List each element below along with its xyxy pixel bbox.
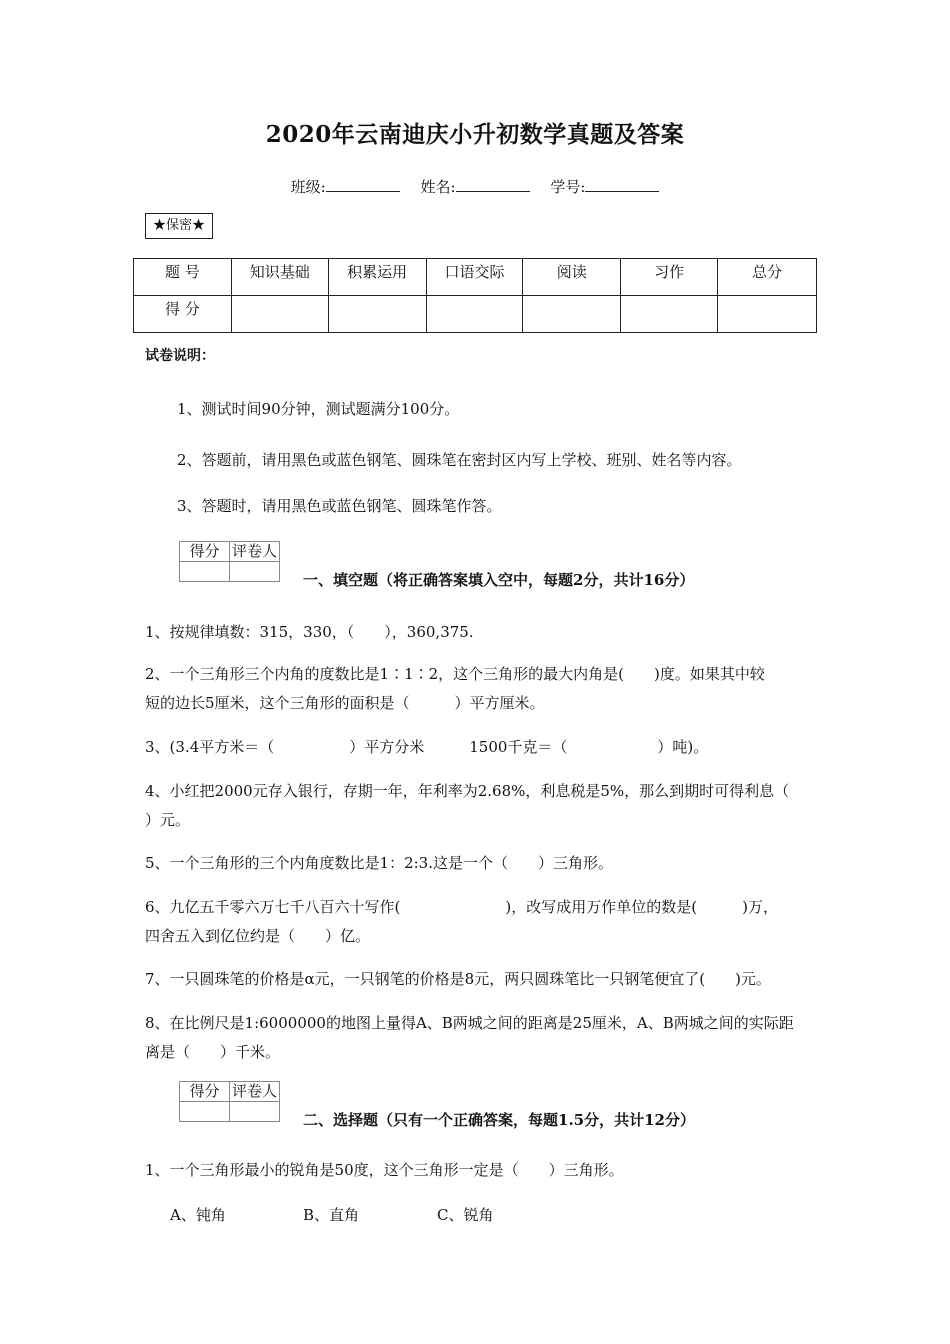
score-table-score-row: [134, 296, 817, 333]
score-cell[interactable]: [328, 296, 426, 333]
header-cell: 阅读: [523, 259, 621, 296]
question-line: 5、一个三角形的三个内角度数比是1：2:3.这是一个（ ）三角形。: [145, 854, 613, 872]
question-line: ）元。: [145, 811, 191, 829]
grader-name-cell[interactable]: [230, 562, 280, 582]
instructions-heading: 试卷说明：: [145, 348, 215, 364]
id-label: 学号:: [550, 178, 586, 196]
header-cell: 知识基础: [231, 259, 328, 296]
instruction-item: 3、答题时，请用黑色或蓝色钢笔、圆珠笔作答。: [177, 497, 502, 515]
section-title: 二、选择题（只有一个正确答案，每题1.5分，共计12分）: [303, 1111, 695, 1129]
grader-score-cell[interactable]: [180, 1102, 230, 1122]
question-line: 1、按规律填数：315，330，（ ），360,375.: [145, 623, 474, 641]
instruction-item: 2、答题前，请用黑色或蓝色钢笔、圆珠笔在密封区内写上学校、班别、姓名等内容。: [177, 451, 742, 469]
option-c[interactable]: C、锐角: [437, 1206, 494, 1224]
grader-name-label: 评卷人: [230, 1082, 280, 1102]
score-table: [133, 258, 817, 333]
header-cell: 总分: [718, 259, 817, 296]
grader-score-cell[interactable]: [180, 562, 230, 582]
question-line: 短的边长5厘米，这个三角形的面积是（ ）平方厘米。: [145, 694, 545, 712]
option-b[interactable]: B、直角: [303, 1206, 360, 1224]
grader-box: [179, 541, 280, 582]
section-title: 一、填空题（将正确答案填入空中，每题2分，共计16分）: [303, 571, 695, 589]
header-cell: 题 号: [134, 259, 232, 296]
question-line: 四舍五入到亿位约是（ ）亿。: [145, 927, 371, 945]
score-row-label: 得 分: [134, 296, 232, 333]
question-line: 6、九亿五千零六万七千八百六十写作( )，改写成用万作单位的数是( )万，: [145, 898, 778, 916]
class-field[interactable]: [326, 177, 400, 192]
question-line: 7、一只圆珠笔的价格是α元，一只钢笔的价格是8元，两只圆珠笔比一只钢笔便宜了( )元。: [145, 970, 771, 988]
header-cell: 口语交际: [426, 259, 523, 296]
name-field[interactable]: [456, 177, 530, 192]
question-line: 1、一个三角形最小的锐角是50度，这个三角形一定是（ ）三角形。: [145, 1161, 624, 1179]
grader-score-label: 得分: [180, 1082, 230, 1102]
question-line: 8、在比例尺是1:6000000的地图上量得A、B两城之间的距离是25厘米，A、B两城之间的实际距: [145, 1014, 794, 1032]
score-table-header-row: [134, 259, 817, 296]
id-field[interactable]: [585, 177, 659, 192]
option-a[interactable]: A、钝角: [170, 1206, 226, 1224]
header-cell: 习作: [621, 259, 718, 296]
student-info: [0, 176, 950, 197]
question-line: 3、(3.4平方米＝（ ）平方分米 1500千克＝（ ）吨)。: [145, 738, 709, 756]
grader-name-label: 评卷人: [230, 542, 280, 562]
page-title: 2020年云南迪庆小升初数学真题及答案: [265, 121, 685, 148]
grader-name-cell[interactable]: [230, 1102, 280, 1122]
question-line: 离是（ ）千米。: [145, 1043, 281, 1061]
question-line: 2、一个三角形三个内角的度数比是1∶1∶2，这个三角形的最大内角是( )度。如果其中较: [145, 665, 765, 683]
grader-box: [179, 1081, 280, 1122]
question-line: 4、小红把2000元存入银行，存期一年，年利率为2.68%，利息税是5%，那么到期时可得利息（: [145, 782, 790, 800]
name-label: 姓名:: [420, 178, 456, 196]
grader-score-label: 得分: [180, 542, 230, 562]
score-cell[interactable]: [523, 296, 621, 333]
score-cell[interactable]: [621, 296, 718, 333]
instruction-item: 1、测试时间90分钟，测试题满分100分。: [177, 400, 460, 418]
secret-badge: ★保密★: [145, 213, 213, 239]
class-label: 班级:: [290, 178, 326, 196]
header-cell: 积累运用: [328, 259, 426, 296]
score-cell[interactable]: [426, 296, 523, 333]
score-cell[interactable]: [231, 296, 328, 333]
score-cell[interactable]: [718, 296, 817, 333]
